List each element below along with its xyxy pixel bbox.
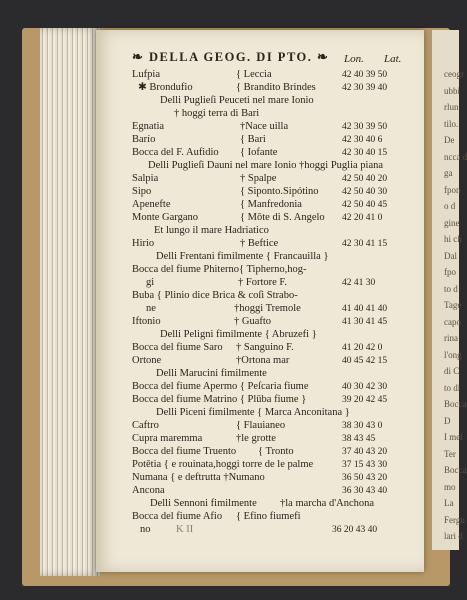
entry-modern: †Nace uilla [240,121,289,132]
entry-modern: { Iofante [240,147,278,158]
entry-coords: 36 30 43 40 [342,486,388,496]
entry-coords: 42 30 41 15 [342,239,388,249]
facing-page-text: o d [444,201,456,211]
entry-coords: 40 30 42 30 [342,382,388,392]
entry-name: ne [146,303,156,314]
entry-coords: 39 20 42 45 [342,395,388,405]
leaf-ornament-icon: ❧ [317,49,330,64]
entry-coords: 42 20 41 0 [342,213,383,223]
facing-page-text: to d [444,283,458,294]
entry-coords: 42 50 40 30 [342,187,388,197]
entry-modern: †le grotte [236,433,276,444]
facing-page-text: Tage [444,300,462,310]
entry-coords: 42 30 40 15 [342,148,388,158]
facing-page-text: ncca d [444,151,467,162]
entry-name: Bocca del fiume Phiterno{ Tipherno,hog- [132,264,307,275]
facing-page-text: lari d [444,531,463,541]
entry-name: Barío [132,134,156,145]
entry-modern: † Fortore F. [238,277,288,288]
facing-page-text: fpon [444,184,461,195]
entry-modern: { Mōte di S. Angelo [240,212,325,223]
entry-name: Bocca del fiume Apermo { Peſcaria fiume [132,381,309,392]
entry-name: Sipo [132,186,152,197]
signature-mark: K II [176,524,194,535]
facing-page-text: tilo. [444,118,459,129]
entry-modern: †la marcha d'Anchona [280,498,375,509]
facing-page-text: Dal [444,250,457,261]
facing-page-text: ubbi [444,85,461,96]
entry-name: ✱ Brondufio [138,82,193,93]
facing-page-text: ga [444,168,453,178]
facing-page-text: l'ong [444,349,462,360]
entry-modern: { Tronto [258,446,294,457]
facing-page-text: I mel [444,432,463,442]
section-heading: Delli Marucini fimilmente [156,368,267,379]
entry-name: Bocca del fiume Truento [132,446,237,457]
entry-modern: † Guafto [234,316,272,327]
entry-coords: 37 15 43 30 [342,460,388,470]
facing-page-fragment [432,30,467,550]
entry-name: Apenefte [132,199,171,210]
entry-modern: { Manfredonia [240,199,302,210]
entry-modern: { Leccia [236,69,272,80]
entry-modern: † Sanguino F. [236,342,294,353]
entry-name: Buba { Plinio dice Brica & coſi Strabo- [132,290,298,301]
facing-page-text: D [444,415,451,426]
facing-page-text: De [444,135,455,145]
facing-page-text: Bocca [444,465,467,475]
facing-page-text: rina [444,333,458,343]
entry-coords: 42 50 40 20 [342,174,388,184]
section-heading: † hoggi terra di Bari [174,108,260,119]
entry-modern: † Spalpe [240,173,277,184]
entry-modern: †Ortona mar [236,355,290,366]
entry-modern: { Brandito Brindes [236,82,316,93]
entry-name: gi [146,277,155,288]
entry-modern: { Flauianeo [236,420,286,431]
entry-coords: 41 40 41 40 [342,304,388,314]
entry-name: Ortone [132,355,162,366]
entry-name: Caftro [132,420,159,431]
entry-name: Bocca del fiume Afio [132,511,223,522]
entry-name: Lufpia [132,69,160,80]
facing-page-text: di C [444,366,460,376]
section-heading: Delli Puglieſi Dauni nel mare Ionio †hoggi Puglia piana [148,160,384,171]
entry-coords: 42 30 40 6 [342,135,383,145]
entry-coords: 38 30 43 0 [342,421,383,431]
entry-name: Egnatia [132,121,165,132]
facing-page-text: Bocca [444,399,467,409]
section-heading: Delli Puglieſi Peuceti nel mare Ionio [160,95,314,106]
entry-coords: 36 50 43 20 [342,473,388,483]
leaf-ornament-icon: ❧ [132,49,145,64]
section-heading: Et lungo il mare Hadriatico [154,225,269,236]
entry-coords: 36 20 43 40 [332,525,378,535]
entry-name: Bocca del F. Aufidio [132,147,219,158]
facing-page-text: hi ch [444,234,462,244]
entry-coords: 38 43 45 [342,434,376,444]
facing-page-text: Ter [444,448,456,459]
entry-name: Monte Gargano [132,212,198,223]
entry-coords: 37 40 43 20 [342,447,388,457]
facing-page-text: Fergu [444,514,465,525]
entry-name: no [140,524,151,535]
entry-coords: 41 20 42 0 [342,343,383,353]
header-lat: Lat. [384,53,402,65]
entry-coords: 42 30 39 40 [342,83,388,93]
entry-name: Bocca del fiume Matrino { Plūba fiume } [132,394,307,405]
entry-coords: 40 45 42 15 [342,356,388,366]
facing-page-text: mo [444,481,456,492]
entry-coords: 42 41 30 [342,278,376,288]
book-page [96,30,424,572]
facing-page-text: to di [444,382,461,393]
facing-page-text: rlun [444,102,459,112]
entry-coords: 42 30 39 50 [342,122,388,132]
header-title: DELLA GEOG. DI PTO. [149,50,313,64]
entry-modern: { Siponto.Sipótino [240,186,319,197]
running-header [132,50,329,64]
entry-modern: { Efino fiumefi [236,511,301,522]
entry-coords: 41 30 41 45 [342,317,388,327]
header-lon: Lon. [344,53,364,65]
entry-name: Bocca del fiume Saro [132,342,223,353]
entry-name: Ancona [132,485,165,496]
section-heading: Delli Frentani fimilmente { Francauilla } [156,251,329,262]
entry-name: Salpia [132,173,159,184]
entry-coords: 42 40 39 50 [342,70,388,80]
section-heading: Delli Piceni fimilmente { Marca Anconitana } [156,407,350,418]
facing-page-text: capo [444,316,461,327]
facing-page-text: La [444,498,454,508]
entry-coords: 42 50 40 45 [342,200,388,210]
entry-name: Potētia { e rouinata,hoggi torre de le palme [132,459,314,470]
facing-page-text: gine [444,217,460,228]
entry-modern: { Bari [240,134,266,145]
facing-page-text: ceogr [444,69,464,79]
entry-name: Iftonio [132,316,161,327]
entry-modern: †hoggi Tremole [234,303,301,314]
section-heading: Delli Peligni fimilmente { Abruzefi } [160,329,317,340]
entry-name: Cupra maremma [132,433,203,444]
entry-name: Hirio [132,238,155,249]
page-edges [40,28,100,576]
entry-name: Numana { e deftrutta †Numano [132,472,265,483]
section-heading: Delli Sennoni fimilmente [150,498,257,509]
facing-page-text: fpo [444,267,456,277]
entry-modern: † Beftice [240,238,279,249]
